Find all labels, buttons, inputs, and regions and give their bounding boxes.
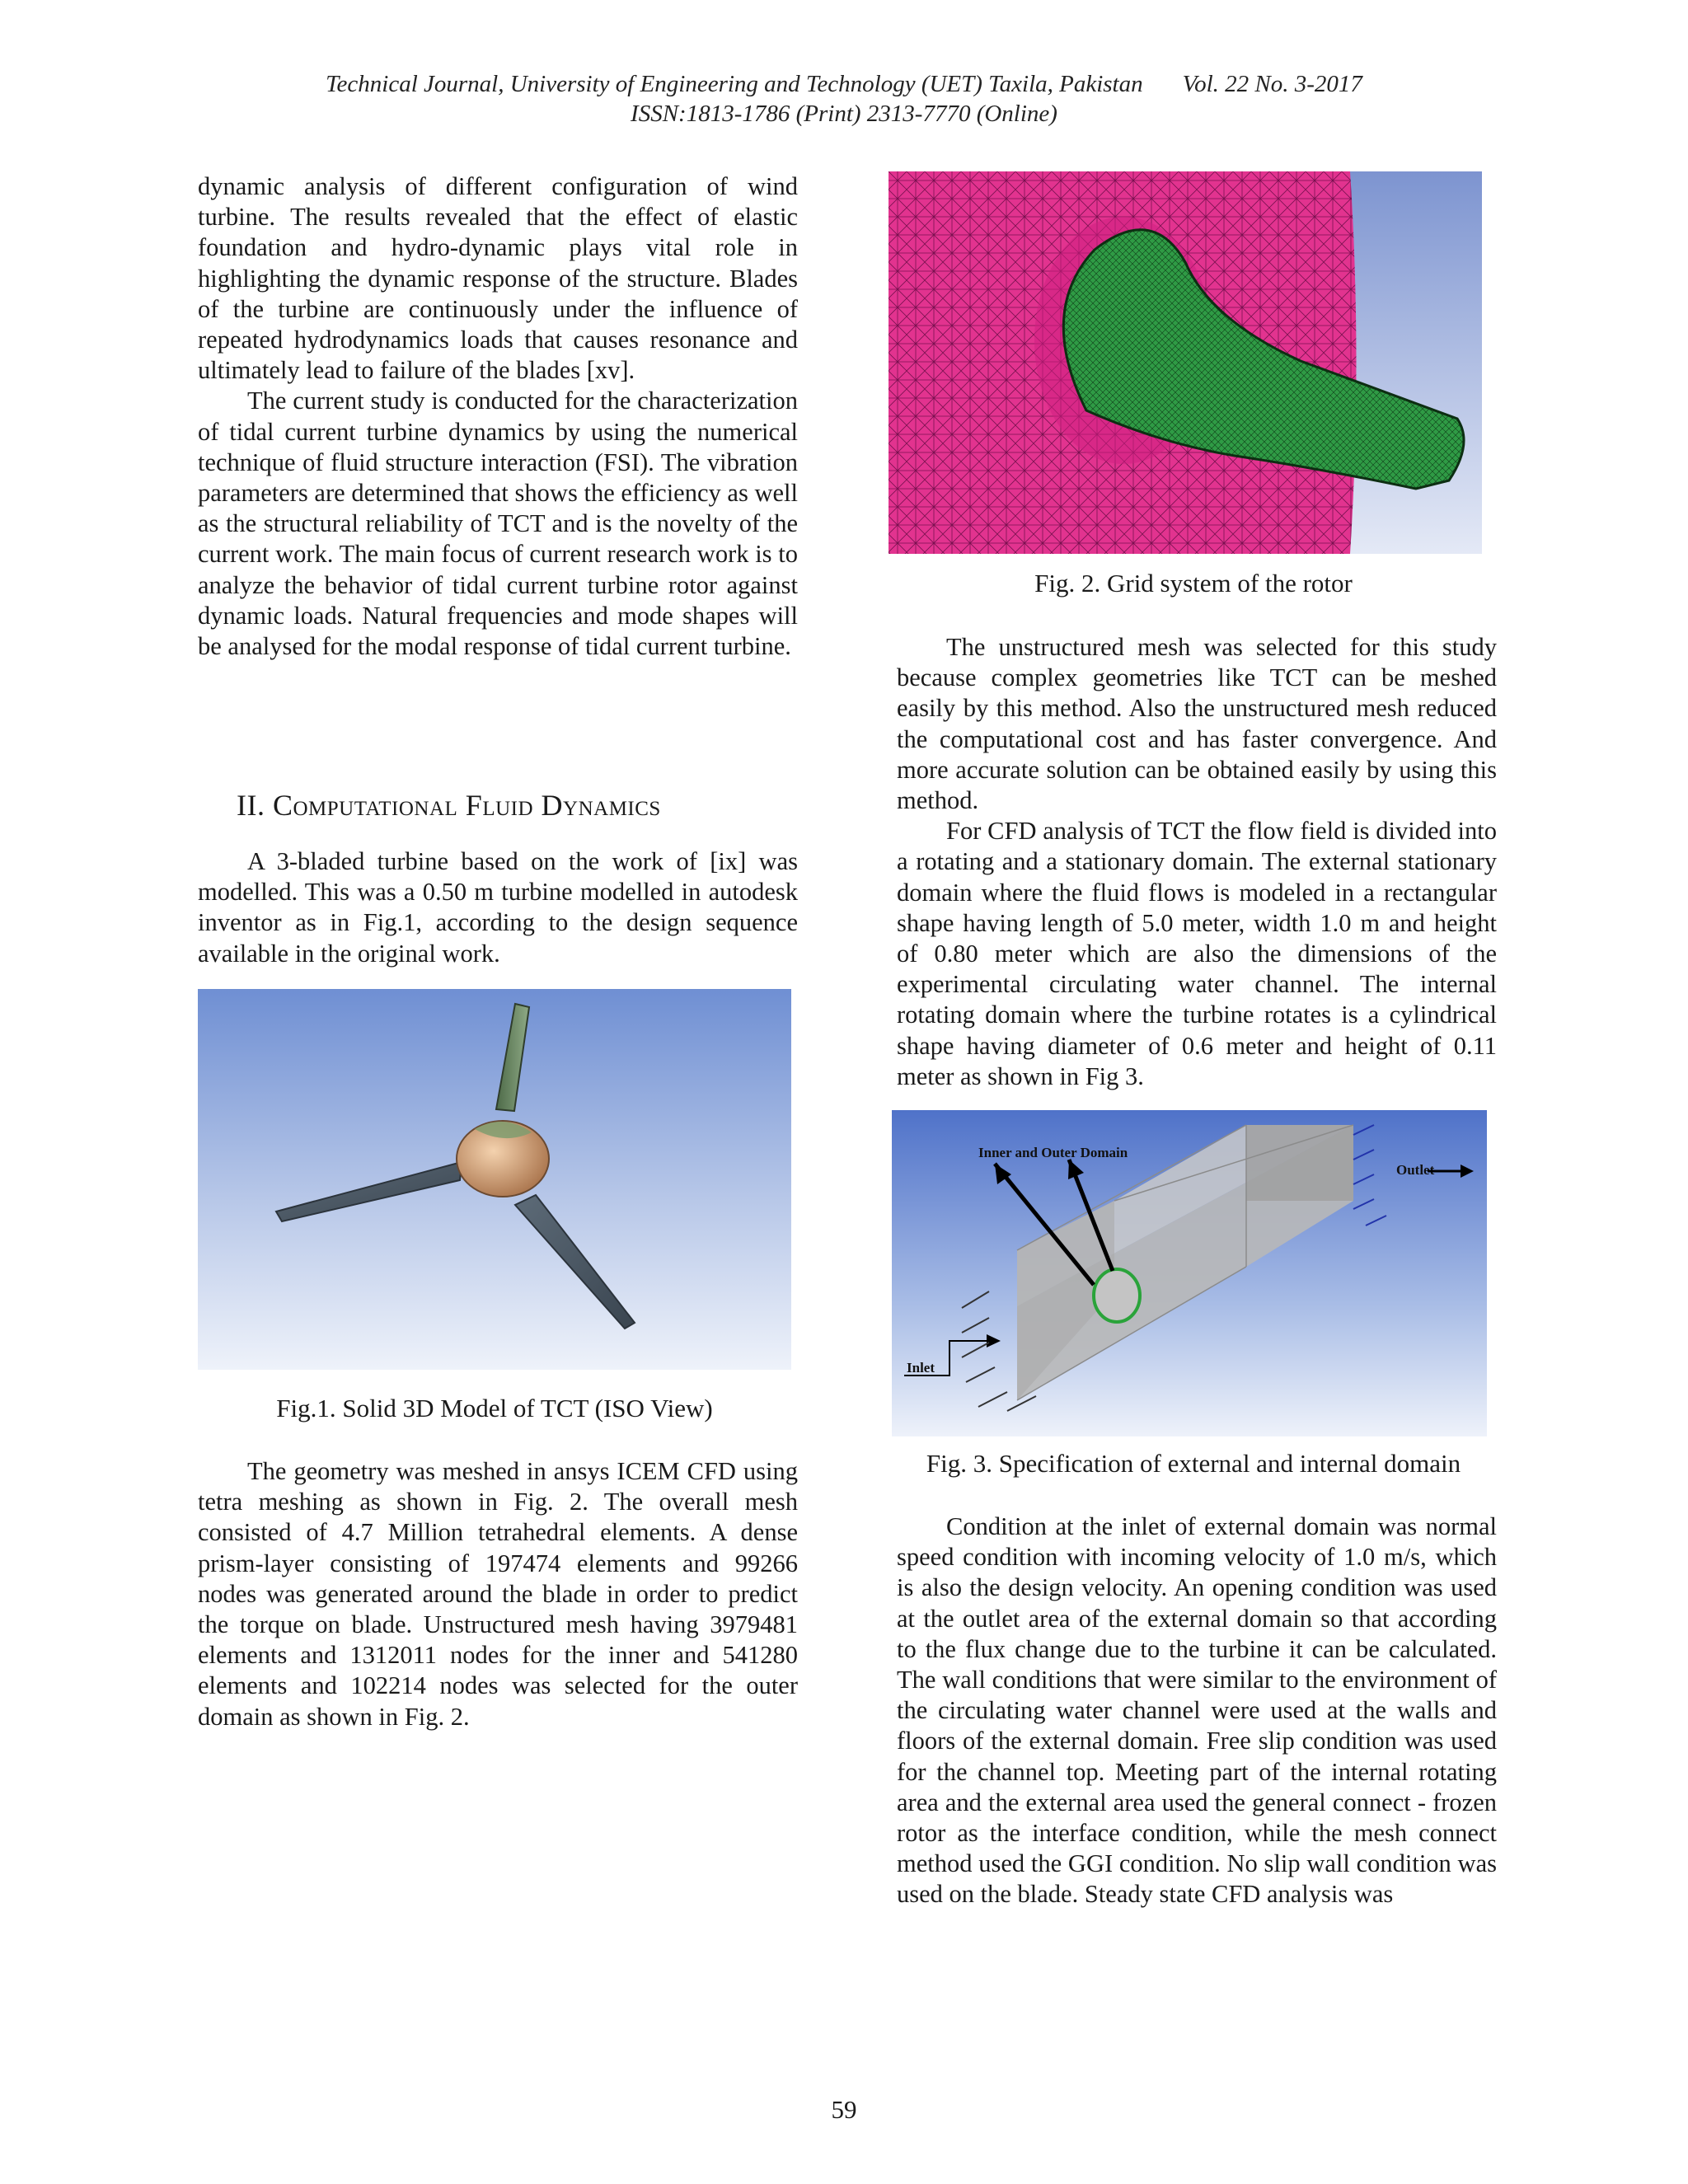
domain-box-outlet-face: [1246, 1125, 1353, 1201]
figure-2-rotor-mesh: [889, 171, 1482, 554]
journal-name: Technical Journal, University of Engineering and Technology (UET) Taxila, Pakistan: [326, 71, 1143, 97]
rotating-domain-cylinder: [1094, 1269, 1140, 1322]
paragraph: The current study is conducted for the characterization of tidal current turbine dynamics by using the numerical technique of fluid structure interaction (FSI). The vibration parameters are determined that shows the efficiency as well as the structural reliability of TCT and is the novelty of the current work. The main focus of current research work is to analyze the behavior of tidal current turbine rotor against dynamic loads. Natural frequencies and mode shapes will be analysed for the modal response of tidal current turbine.: [198, 387, 798, 661]
figure-3-domain: [892, 1110, 1487, 1436]
paragraph: For CFD analysis of TCT the flow field is divided into a rotating and a stationary domain. The external stationary domain where the fluid flows is modeled in a rectangular shape having length of 5.0 meter, width 1.0 m and height of 0.80 meter which are also the dimensions of the experimental circulating water channel. The internal rotating domain where the turbine rotates is a cylindrical shape having diameter of 0.6 meter and height of 0.11 meter as shown in Fig 3.: [897, 817, 1497, 1090]
journal-issn: ISSN:1813-1786 (Print) 2313-7770 (Online): [631, 101, 1057, 127]
section-heading: II. Computational Fluid Dynamics: [237, 789, 661, 822]
paragraph: Condition at the inlet of external domain was normal speed condition with incoming velocity of 1.0 m/s, which is also the design velocity. An opening condition was used at the outlet area of the external domain so that according to the flux change due to the turbine it can be calculated. The wall conditions that were similar to the environment of the circulating water channel were used at the walls and floors of the external domain. Free slip condition was used for the channel top. Meeting part of the internal rotating area and the external area used the general connect - frozen rotor as the interface condition, while the mesh connect method used the GGI condition. No slip wall condition was used on the blade. Steady state CFD analysis was: [897, 1512, 1497, 1909]
figure-1-caption: Fig.1. Solid 3D Model of TCT (ISO View): [276, 1394, 713, 1422]
mesh-illustration: [889, 171, 1482, 554]
paragraph: The geometry was meshed in ansys ICEM CFD using tetra meshing as shown in Fig. 2. The overall mesh consisted of 4.7 Million tetrahedral elements. A dense prism-layer consisting of 197474 elements and 99266 nodes was generated around the blade in order to predict the torque on blade. Unstructured mesh having 3979481 elements and 1312011 nodes for the inner and 541280 elements and 102214 nodes was selected for the outer domain as shown in Fig. 2.: [198, 1457, 798, 1731]
journal-header: [0, 69, 1688, 129]
label-inlet: Inlet: [907, 1360, 935, 1376]
turbine-illustration: [198, 989, 791, 1370]
label-inner-outer-domain: Inner and Outer Domain: [978, 1145, 1128, 1160]
paragraph: A 3-bladed turbine based on the work of [ix] was modelled. This was a 0.50 m turbine modelled in autodesk inventor as in Fig.1, according to the design sequence available in the original work.: [198, 847, 798, 968]
left-column-intro: [198, 846, 798, 969]
left-column-mesh-text: [198, 1456, 798, 1732]
label-outlet: Outlet: [1396, 1162, 1435, 1178]
journal-title-line: [0, 69, 1688, 99]
right-column-text: [897, 632, 1497, 1092]
paragraph: dynamic analysis of different configuration of wind turbine. The results revealed that the effect of elastic foundation and hydro-dynamic plays vital role in highlighting the dynamic response of the structure. Blades of the turbine are continuously under the influence of repeated hydrodynamics loads that causes resonance and ultimately lead to failure of the blades [xv].: [198, 172, 798, 385]
page-number: 59: [831, 2095, 857, 2124]
left-column-text: [198, 171, 798, 662]
journal-volume: Vol. 22 No. 3-2017: [1182, 71, 1362, 97]
figure-2-caption: Fig. 2. Grid system of the rotor: [1034, 569, 1353, 598]
paragraph: The unstructured mesh was selected for this study because complex geometries like TCT can be meshed easily by this method. Also the unstructured mesh reduced the computational cost and has faster convergence. And more accurate solution can be obtained easily by using this method.: [897, 633, 1497, 815]
domain-illustration: [892, 1110, 1487, 1436]
right-column-conditions-text: [897, 1511, 1497, 1910]
figure-1-turbine-model: [198, 989, 791, 1370]
figure-3-caption: Fig. 3. Specification of external and internal domain: [926, 1449, 1461, 1478]
